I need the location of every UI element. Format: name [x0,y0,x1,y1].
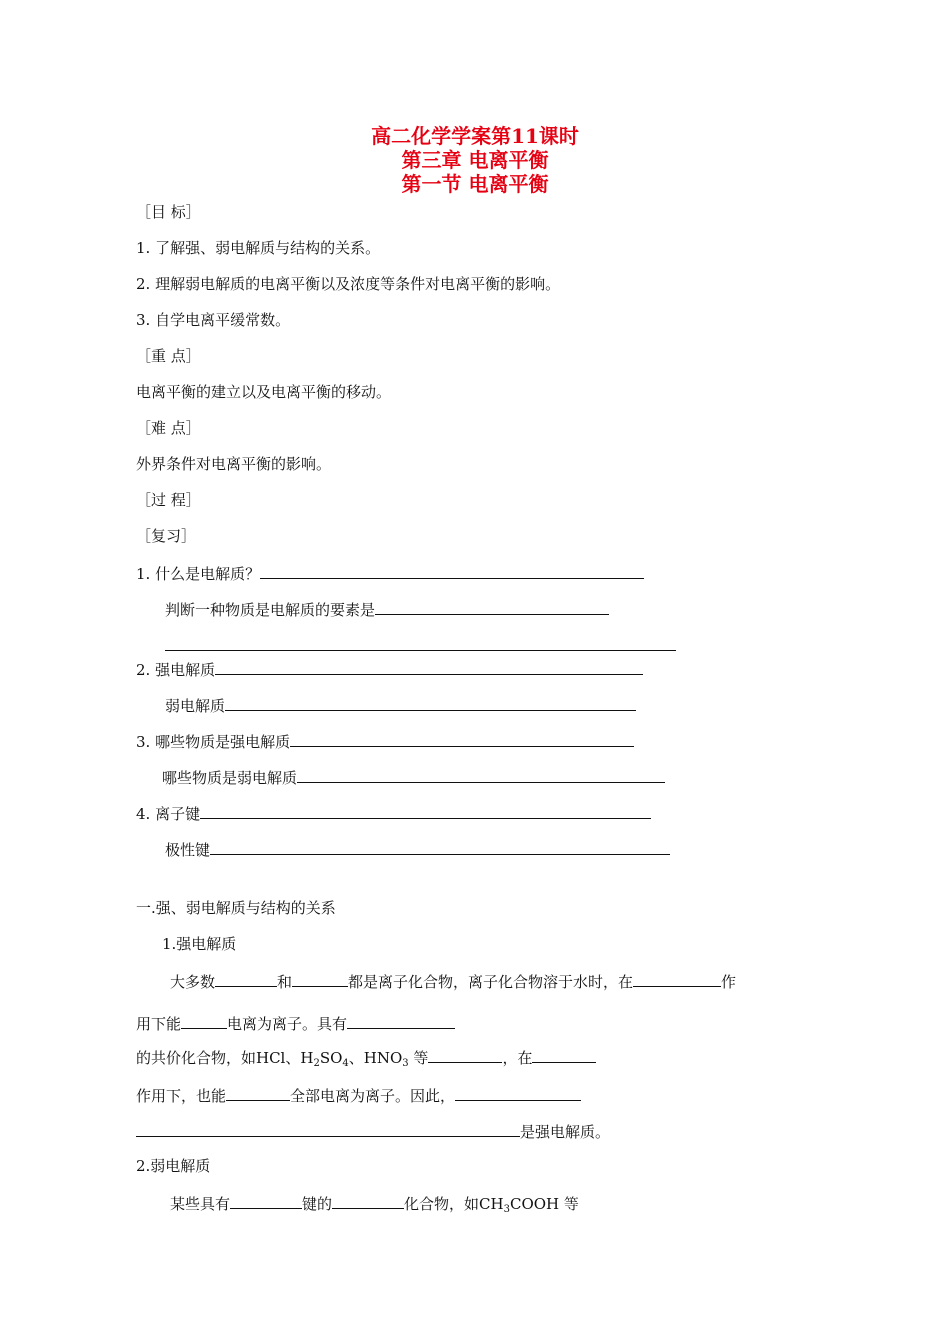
text-span: 都是离子化合物，离子化合物溶于水时，在 [348,973,634,991]
text-span: 用下能 [136,1015,182,1033]
review-q4b [165,838,670,860]
focus-heading: ［重 点］ [136,347,201,365]
strong-paragraph-line-2 [136,1012,455,1034]
review-q3b [162,766,665,788]
goal-item-2: 2. 理解弱电解质的电离平衡以及浓度等条件对电离平衡的影响。 [136,275,561,293]
answer-blank[interactable] [428,1046,502,1063]
answer-blank[interactable] [226,1084,290,1101]
review-q1b [165,598,609,620]
text-span: COOH 等 [509,1195,579,1213]
subscript: 4 [342,1058,349,1069]
text-span: 等 [408,1049,429,1067]
text-span: 是强电解质。 [520,1123,611,1141]
strong-electrolyte-heading: 1.强电解质 [162,935,237,953]
answer-blank[interactable] [165,634,676,651]
title-line-2: 第三章 电离平衡 [401,148,549,172]
text-span: 全部电离为离子。因此， [290,1087,456,1105]
title-line-1: 高二化学学案第11课时 [371,124,579,148]
strong-paragraph-line-3 [136,1046,596,1074]
subscript: 3 [402,1058,409,1069]
answer-blank[interactable] [532,1046,596,1063]
answer-blank[interactable] [215,658,643,675]
answer-blank[interactable] [210,838,670,855]
review-q1 [136,562,644,584]
subscript: 2 [313,1058,320,1069]
review-q2b-label: 弱电解质 [165,697,226,715]
weak-paragraph-line-1 [170,1192,579,1220]
title-line-3: 第一节 电离平衡 [401,172,549,196]
text-span: 大多数 [170,973,216,991]
text-span: 化合物，如CH [404,1195,504,1213]
text-span: SO [319,1049,343,1067]
text-span: 和 [277,973,293,991]
goal-item-3: 3. 自学电离平缓常数。 [136,311,291,329]
answer-blank[interactable] [260,562,644,579]
strong-paragraph-line-4 [136,1084,581,1106]
section1-heading: 一.强、弱电解质与结构的关系 [136,899,336,917]
text-span: 、HNO [348,1049,403,1067]
text-span: 的共价化合物，如HCl、H [136,1049,314,1067]
text-span: 某些具有 [170,1195,231,1213]
process-heading: ［过 程］ [136,491,201,509]
answer-blank[interactable] [215,970,277,987]
answer-blank[interactable] [455,1084,581,1101]
review-q4 [136,802,651,824]
review-q3b-label: 哪些物质是弱电解质 [162,769,298,787]
answer-blank[interactable] [633,970,721,987]
answer-blank[interactable] [181,1012,227,1029]
review-q2-label: 2. 强电解质 [136,661,216,679]
answer-blank[interactable] [347,1012,455,1029]
goals-heading: ［目 标］ [136,203,201,221]
review-q1c [165,634,676,656]
review-q3-label: 3. 哪些物质是强电解质 [136,733,291,751]
strong-paragraph-line-1 [170,970,736,992]
focus-text: 电离平衡的建立以及电离平衡的移动。 [136,383,392,401]
subscript: 3 [503,1204,510,1215]
answer-blank[interactable] [332,1192,404,1209]
review-q4-label: 4. 离子键 [136,805,201,823]
answer-blank[interactable] [375,598,609,615]
text-span: 作用下，也能 [136,1087,227,1105]
answer-blank[interactable] [230,1192,302,1209]
text-span: ，在 [502,1049,533,1067]
text-span: 键的 [302,1195,333,1213]
answer-blank[interactable] [292,970,348,987]
review-q2 [136,658,643,680]
weak-electrolyte-heading: 2.弱电解质 [136,1157,211,1175]
difficulty-heading: ［难 点］ [136,419,201,437]
review-heading: ［复习］ [136,527,197,545]
goal-item-1: 1. 了解强、弱电解质与结构的关系。 [136,239,381,257]
strong-paragraph-line-5 [136,1120,610,1142]
review-q2b [165,694,636,716]
answer-blank[interactable] [297,766,665,783]
answer-blank[interactable] [200,802,651,819]
answer-blank[interactable] [290,730,634,747]
review-q1-label: 1. 什么是电解质？ [136,565,261,583]
text-span: 作 [721,973,737,991]
answer-blank[interactable] [136,1120,520,1137]
review-q3 [136,730,634,752]
review-q1b-label: 判断一种物质是电解质的要素是 [165,601,376,619]
difficulty-text: 外界条件对电离平衡的影响。 [136,455,332,473]
review-q4b-label: 极性键 [165,841,211,859]
answer-blank[interactable] [225,694,636,711]
text-span: 电离为离子。具有 [227,1015,348,1033]
